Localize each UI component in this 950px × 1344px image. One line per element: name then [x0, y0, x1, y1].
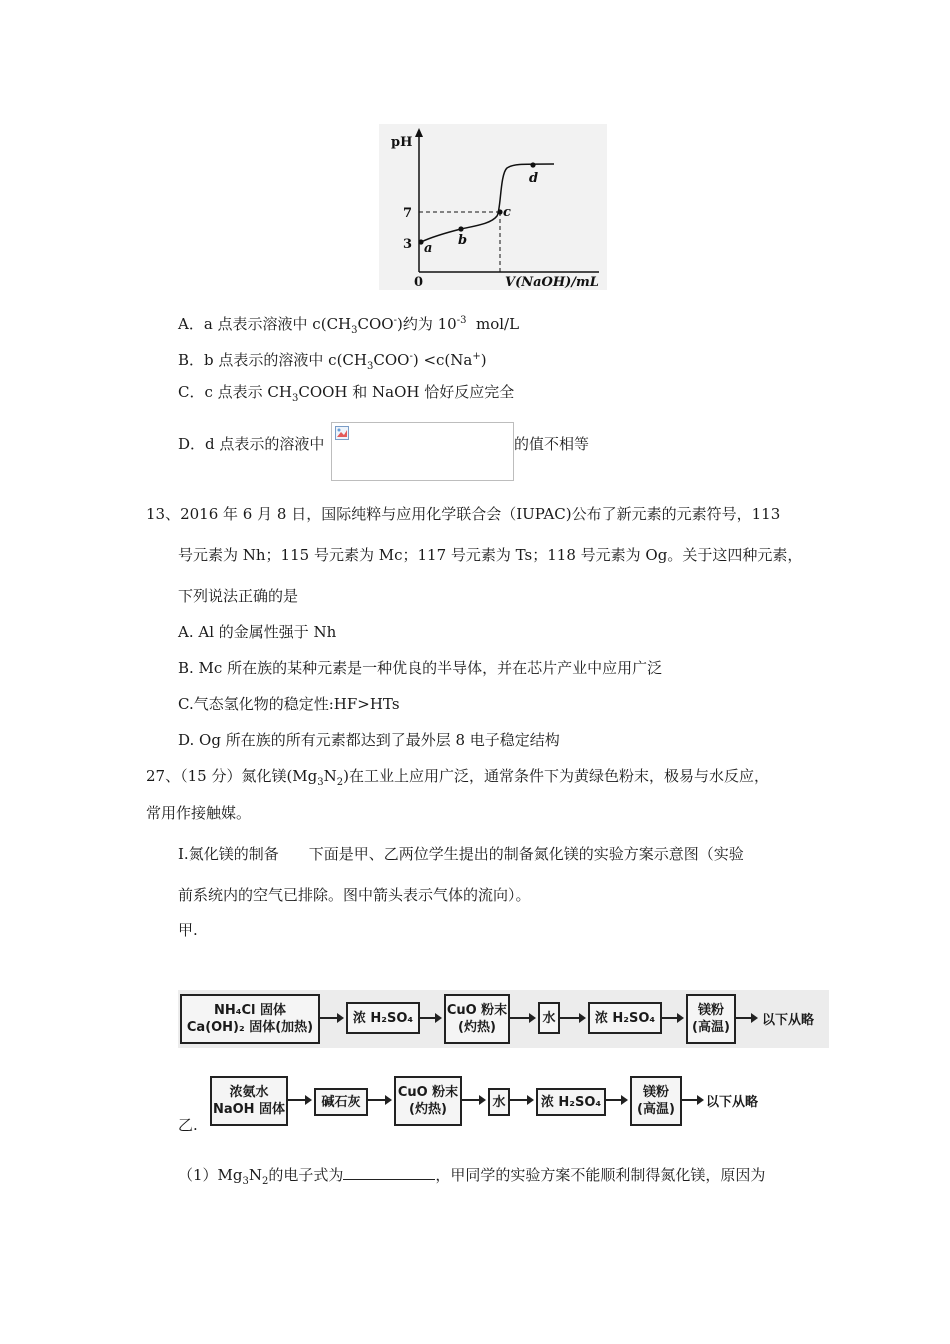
flow-jia-box6-line1: 镁粉 [697, 1003, 724, 1018]
flow-yi-arrow-6 [682, 1099, 702, 1101]
flow-yi-arrow-5 [606, 1099, 626, 1101]
flow-jia-conc-h2so4-2: 浓 H₂SO₄ [588, 1002, 662, 1034]
point-a [418, 239, 423, 244]
q13-line3: 下列说法正确的是 [178, 587, 299, 605]
flow-jia-arrow-6 [736, 1017, 756, 1019]
option-a-sub: 3 [351, 325, 358, 336]
flow-yi-box3-line1: CuO 粉末 [397, 1085, 459, 1100]
flow-jia-box6-line2: (高温) [692, 1020, 730, 1035]
q13-line1: 13、2016 年 6 月 8 日，国际纯粹与应用化学联合会（IUPAC)公布了新元素的元素符号，113 [146, 505, 781, 523]
q27-sub2: 2 [336, 777, 344, 788]
flow-jia-arrow-5 [662, 1017, 682, 1019]
q27-n: N [323, 767, 337, 785]
option-a-mid: COO [357, 315, 394, 333]
option-a-post: )约为 10 [396, 315, 457, 333]
option-b-sup2: + [472, 351, 481, 362]
q27-line1-post: )在工业上应用广泛，通常条件下为黄绿色粉末，极易与水反应， [343, 767, 769, 785]
flow-yi-arrow-4 [510, 1099, 532, 1101]
flow-yi-box6-line2: (高温) [637, 1102, 675, 1117]
q27-sub1-s2: 2 [262, 1176, 269, 1187]
tick-3: 3 [403, 237, 413, 252]
flow-jia-omitted: 以下从略 [762, 1013, 815, 1028]
flow-jia-conc-h2so4-1: 浓 H₂SO₄ [346, 1002, 420, 1034]
option-b-end: ) [480, 351, 487, 369]
option-c-sub: 3 [291, 393, 299, 404]
flow-yi-mg [630, 1076, 682, 1126]
answer-blank[interactable] [343, 1165, 435, 1180]
q27-line2: 常用作接触媒。 [146, 804, 252, 822]
option-b-mid: COO [373, 351, 410, 369]
flow-yi-reactants [210, 1076, 288, 1126]
q27-sub1-s1: 3 [242, 1176, 249, 1187]
flow-yi-box1-line1: 浓氨水 [229, 1085, 269, 1100]
q13-option-d: D. Og 所在族的所有元素都达到了最外层 8 电子稳定结构 [178, 731, 560, 749]
option-a-end: mol/L [466, 315, 520, 333]
y-axis-label: pH [391, 135, 413, 150]
option-c [178, 382, 514, 409]
option-d-pre: D．d 点表示的溶液中 [178, 435, 325, 453]
flow-jia-mg [686, 994, 736, 1044]
option-c-pre: C．c 点表示 CH [178, 383, 292, 401]
flow-jia-box3-line2: (灼热) [458, 1020, 496, 1035]
q13-option-c: C.气态氢化物的稳定性:HF>HTs [178, 695, 400, 713]
flow-jia-box1-line2: Ca(OH)₂ 固体(加热) [186, 1020, 314, 1035]
flow-jia [178, 990, 829, 1048]
flow-jia-arrow-4 [560, 1017, 584, 1019]
point-b [458, 226, 463, 231]
option-a-exp: -3 [456, 315, 467, 326]
flow-yi-conc-h2so4: 浓 H₂SO₄ [536, 1088, 606, 1116]
origin-label: 0 [414, 275, 424, 290]
flow-jia-arrow-2 [420, 1017, 440, 1019]
q13-option-b: B. Mc 所在族的某种元素是一种优良的半导体，并在芯片产业中应用广泛 [178, 659, 663, 677]
flow-jia-water: 水 [538, 1002, 560, 1034]
flow-yi-cuo [394, 1076, 462, 1126]
q13-line2: 号元素为 Nh；115 号元素为 Mc；117 号元素为 Ts；118 号元素为 Og。关于这四种元素， [178, 546, 803, 564]
flow-yi-box1-line2: NaOH 固体 [212, 1102, 286, 1117]
q27-sub1-mid: 的电子式为 [268, 1166, 344, 1184]
flow-yi-soda-lime: 碱石灰 [314, 1088, 368, 1116]
y-axis-arrow [415, 128, 423, 137]
q27-sub1: 3 [317, 777, 324, 788]
option-d-end: 的值不相等 [514, 435, 590, 453]
label-a: a [424, 241, 433, 256]
q27-part1-line1: I.氮化镁的制备 下面是甲、乙两位学生提出的制备氮化镁的实验方案示意图（实验 [178, 845, 744, 863]
label-d: d [529, 171, 539, 186]
q27-sub1 [178, 1165, 765, 1192]
label-b: b [458, 233, 468, 248]
option-a-pre: A．a 点表示溶液中 c(CH [178, 315, 352, 333]
flow-jia-arrow-3 [510, 1017, 534, 1019]
titration-graph [379, 124, 607, 290]
option-b-sup: - [409, 351, 413, 362]
q27-part1-line2: 前系统内的空气已排除。图中箭头表示气体的流向）。 [178, 886, 531, 904]
flow-jia-cuo [444, 994, 510, 1044]
flow-jia-arrow-1 [320, 1017, 342, 1019]
flow-yi-omitted: 以下从略 [706, 1095, 759, 1110]
option-c-end: COOH 和 NaOH 恰好反应完全 [298, 383, 515, 401]
flow-yi [208, 1072, 778, 1134]
q13-option-a: A. Al 的金属性强于 Nh [178, 623, 337, 641]
q27-sub1-post: ，甲同学的实验方案不能顺利制得氮化镁，原因为 [435, 1166, 766, 1184]
option-b-sub: 3 [366, 361, 374, 372]
flow-yi-arrow-3 [462, 1099, 484, 1101]
option-b-mid2: ) <c(Na [412, 351, 473, 369]
flow-yi-box3-line2: (灼热) [409, 1102, 447, 1117]
q27-line1 [146, 766, 769, 793]
option-a-sup: - [393, 315, 397, 326]
flow-jia-box1-line1: NH₄Cl 固体 [214, 1003, 286, 1018]
flow-yi-water: 水 [488, 1088, 510, 1116]
flow-yi-arrow-2 [368, 1099, 390, 1101]
flow-yi-box6-line1: 镁粉 [642, 1085, 669, 1100]
label-c: c [503, 205, 511, 220]
point-d [530, 162, 535, 167]
option-b [178, 347, 487, 377]
label-yi: 乙. [178, 1116, 198, 1134]
option-a [178, 311, 519, 341]
x-axis-label: V(NaOH)/mL [505, 275, 599, 290]
titration-graph-svg [379, 124, 607, 290]
flow-yi-arrow-1 [288, 1099, 310, 1101]
broken-image-placeholder [331, 422, 514, 481]
point-c [497, 209, 502, 214]
option-b-pre: B．b 点表示的溶液中 c(CH [178, 351, 367, 369]
flow-jia-box3-line1: CuO 粉末 [446, 1003, 508, 1018]
q27-sub1-n: N [248, 1166, 263, 1184]
q27-line1-pre: 27、（15 分）氮化镁(Mg [146, 767, 318, 785]
broken-image-icon [335, 426, 349, 440]
q27-sub1-pre: （1）Mg [178, 1166, 243, 1184]
tick-7: 7 [403, 206, 413, 221]
label-jia: 甲. [178, 921, 198, 939]
flow-jia-reactants [180, 994, 320, 1044]
